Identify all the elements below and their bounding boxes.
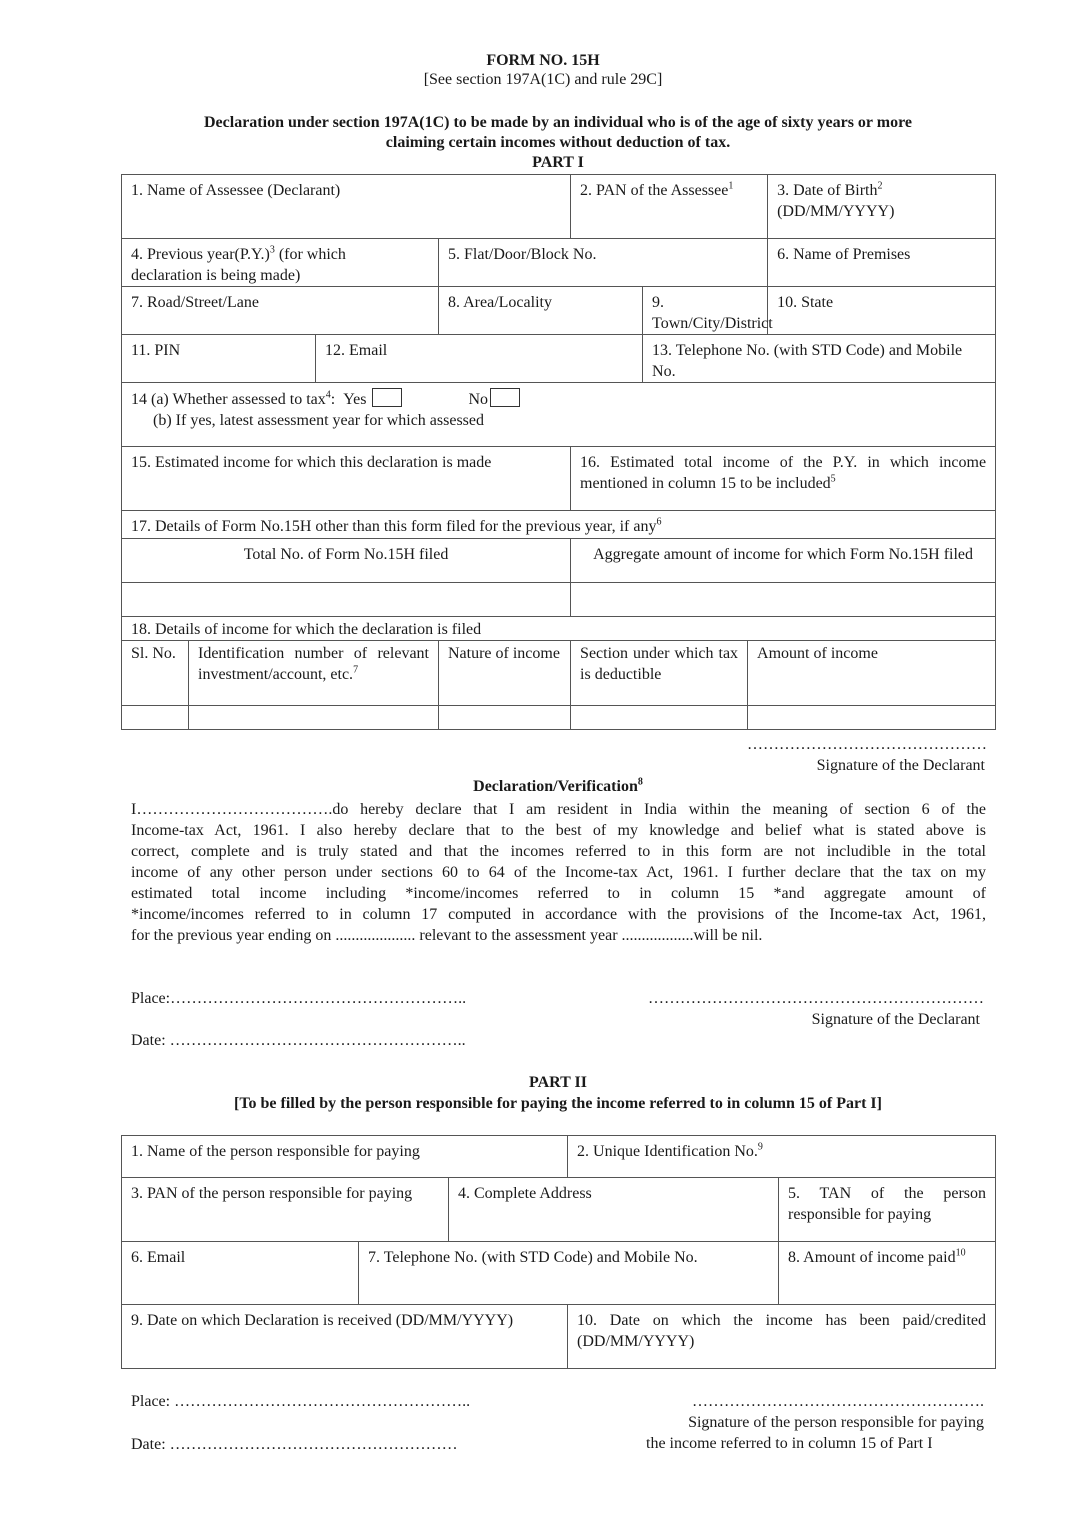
declaration-line: estimated total income including *income/incomes referred to in column 15 *and aggregate amount of xyxy=(131,885,986,902)
income-paid-date-label: 10. Date on which the income has been paid/credited (DD/MM/YYYY) xyxy=(577,1312,987,1350)
footnote-ref: 1 xyxy=(728,180,734,192)
declarant-signature-label: Signature of the Declarant xyxy=(816,757,985,774)
form-title-line1: Declaration under section 197A(1C) to be made by an individual who is of the age of sixty years or more xyxy=(204,114,912,131)
pin-field[interactable] xyxy=(122,335,316,383)
form-reference: [See section 197A(1C) and rule 29C] xyxy=(423,71,663,88)
email-label: 12. Email xyxy=(325,342,388,359)
footnote-ref: 10 xyxy=(955,1247,966,1259)
declaration-line: income of any other person under sections 60 to 64 of the Income-tax Act, 1961. I further declare that the tax on my xyxy=(131,864,986,881)
estimated-total-income-label: 16. Estimated total income of the P.Y. in which income mentioned in column 15 to be included xyxy=(580,454,987,492)
footnote-ref: 8 xyxy=(637,776,643,788)
state-label: 10. State xyxy=(777,294,834,311)
declaration-line: correct, complete and is truly stated and that the incomes referred to in this form are not includible in the total xyxy=(131,843,986,860)
form-title-line2: claiming certain incomes without deduction of tax. xyxy=(385,134,731,151)
telephone-field[interactable] xyxy=(643,335,996,383)
payer-tan-field[interactable] xyxy=(779,1178,996,1242)
part2-subtitle: [To be filled by the person responsible for paying the income referred to in column 15 of Part I] xyxy=(234,1095,882,1112)
assessee-pan-field[interactable] xyxy=(571,175,768,239)
previous-year-field[interactable]: 4. Previous $year(P.Y.)^3$ (for which declaration is being made) xyxy=(122,239,439,287)
premises-name-field[interactable] xyxy=(768,239,996,287)
payer-pan-field[interactable] xyxy=(122,1178,449,1242)
area-locality-field[interactable] xyxy=(439,287,643,335)
telephone-label: 13. Telephone No. (with STD Code) and Mobile No. xyxy=(652,342,963,380)
footnote-ref: 5 xyxy=(830,473,836,485)
estimated-income-label: 15. Estimated income for which this declaration is made xyxy=(131,454,492,471)
flat-door-block-field[interactable] xyxy=(439,239,768,287)
footnote-ref: 7 xyxy=(353,664,359,676)
footnote-ref: 9 xyxy=(757,1141,763,1153)
assessee-name-label: 1. Name of Assessee (Declarant) xyxy=(131,182,341,199)
flat-door-block-label: 5. Flat/Door/Block No. xyxy=(448,246,597,263)
declarant-signature-dots: ……………………………………… xyxy=(747,736,987,753)
assessee-pan-label: 2. PAN of the Assessee xyxy=(580,182,729,199)
declaration-heading: Declaration/Verification$^8$ xyxy=(473,776,643,795)
payer-pan-label: 3. PAN of the person responsible for paying xyxy=(131,1185,413,1202)
total-forms-input[interactable] xyxy=(122,583,571,617)
aggregate-amount-header: Aggregate amount of income for which Form No.15H filed xyxy=(571,539,996,583)
nature-of-income-header: Nature of income xyxy=(439,641,571,706)
payer-telephone-field[interactable] xyxy=(359,1242,779,1305)
declaration-line: for the previous year ending on .................... relevant to the assessment year ..................will be nil. xyxy=(131,927,763,944)
footer-place[interactable]: Place: ……………………………………………….. xyxy=(131,1393,471,1410)
assessee-name-field[interactable] xyxy=(122,175,571,239)
income-details-heading: 18. Details of income for which the declaration is filed xyxy=(122,617,996,641)
payer-signature-label-line2: the income referred to in column 15 of Part I xyxy=(646,1435,933,1452)
footnote-ref: 6 xyxy=(656,516,662,528)
pin-label: 11. PIN xyxy=(131,342,181,359)
area-locality-label: 8. Area/Locality xyxy=(448,294,552,311)
declaration-received-date-label: 9. Date on which Declaration is received (DD/MM/YYYY) xyxy=(131,1312,514,1329)
estimated-income-field[interactable] xyxy=(122,447,571,511)
payer-name-label: 1. Name of the person responsible for paying xyxy=(131,1143,420,1160)
date-format-hint: (DD/MM/YYYY) xyxy=(777,203,895,220)
income-paid-date-field[interactable] xyxy=(568,1305,996,1369)
payer-signature-label-line1: Signature of the person responsible for paying xyxy=(688,1414,984,1431)
yes-checkbox[interactable] xyxy=(372,388,402,407)
footnote-ref: 2 xyxy=(877,180,883,192)
footnote-ref: 3 xyxy=(269,244,275,256)
unique-id-label: 2. Unique Identification No. xyxy=(577,1143,758,1160)
aggregate-amount-input[interactable] xyxy=(571,583,996,617)
estimated-total-income-field[interactable] xyxy=(571,447,996,511)
yes-label: Yes xyxy=(343,391,367,408)
payer-email-field[interactable] xyxy=(122,1242,359,1305)
state-field[interactable] xyxy=(768,287,996,335)
sl-no-cell[interactable] xyxy=(122,706,189,730)
footnote-ref: 4 xyxy=(325,389,331,401)
identification-number-header: Identification number of relevant investment/account, etc.$^7$ xyxy=(189,641,439,706)
payer-email-label: 6. Email xyxy=(131,1249,186,1266)
declaration-line: I……………………………….do hereby declare that I am resident in India within the meaning of section 6 of the xyxy=(131,801,986,818)
date-of-birth-label: 3. Date of Birth xyxy=(777,182,878,199)
payer-name-field[interactable] xyxy=(122,1136,568,1178)
payer-tan-label: 5. TAN of the person responsible for paying xyxy=(788,1185,987,1223)
payer-signature-dots[interactable]: ………………………………………………. xyxy=(692,1393,984,1410)
latest-assessment-year-label: (b) If yes, latest assessment year for which assessed xyxy=(153,412,485,429)
email-field[interactable] xyxy=(316,335,643,383)
amount-of-income-cell[interactable] xyxy=(748,706,996,730)
declaration-signature-dots[interactable]: ……………………………………………………… xyxy=(648,990,984,1007)
section-header: Section under which tax is deductible xyxy=(571,641,748,706)
previous-year-label: 4. Previous year(P.Y.) xyxy=(131,246,270,263)
no-checkbox[interactable] xyxy=(490,388,520,407)
part2-table xyxy=(121,1135,996,1369)
form-number: FORM NO. 15H xyxy=(486,52,600,69)
unique-id-field[interactable] xyxy=(568,1136,996,1178)
declaration-line: Income-tax Act, 1961. I also hereby declare that to the best of my knowledge and belief what is stated above is xyxy=(131,822,986,839)
road-street-label: 7. Road/Street/Lane xyxy=(131,294,259,311)
complete-address-field[interactable] xyxy=(449,1178,779,1242)
amount-paid-label: 8. Amount of income paid xyxy=(788,1249,956,1266)
section-cell[interactable] xyxy=(571,706,748,730)
other-forms-heading: 17. Details of Form No.15H other than this form filed for the previous year, if any$^6$ xyxy=(122,511,996,539)
declaration-line: *income/incomes referred to in column 17 computed in accordance with the provisions of the Income-tax Act, 1961, xyxy=(131,906,986,923)
date-of-birth-field[interactable] xyxy=(768,175,996,239)
identification-number-cell[interactable] xyxy=(189,706,439,730)
amount-paid-field[interactable] xyxy=(779,1242,996,1305)
nature-of-income-cell[interactable] xyxy=(439,706,571,730)
complete-address-label: 4. Complete Address xyxy=(458,1185,592,1202)
assessed-to-tax-row: 14 (a) Whether assessed to tax$^4$: Yes No (b) If yes, latest assessment year for which assessed xyxy=(122,383,996,447)
declaration-signature-label: Signature of the Declarant xyxy=(811,1011,980,1028)
premises-name-label: 6. Name of Premises xyxy=(777,246,911,263)
assessed-to-tax-label: 14 (a) Whether assessed to tax xyxy=(131,391,326,408)
amount-of-income-header: Amount of income xyxy=(748,641,996,706)
sl-no-header: Sl. No. xyxy=(122,641,189,706)
no-label: No xyxy=(468,391,489,408)
declaration-place[interactable]: Place:……………………………………………….. xyxy=(131,990,467,1007)
road-street-field[interactable] xyxy=(122,287,439,335)
town-city-field[interactable] xyxy=(643,287,773,335)
part1-heading: PART I xyxy=(532,154,584,171)
part2-heading: PART II xyxy=(529,1074,587,1091)
town-city-label: 9. Town/City/District xyxy=(652,294,773,332)
declaration-date[interactable]: Date: ……………………………………………….. xyxy=(131,1032,466,1049)
footer-date[interactable]: Date: ……………………………………………… xyxy=(131,1436,458,1453)
total-forms-header: Total No. of Form No.15H filed xyxy=(122,539,571,583)
part1-table xyxy=(121,174,996,730)
declaration-received-date-field[interactable] xyxy=(122,1305,568,1369)
payer-telephone-label: 7. Telephone No. (with STD Code) and Mobile No. xyxy=(368,1249,698,1266)
